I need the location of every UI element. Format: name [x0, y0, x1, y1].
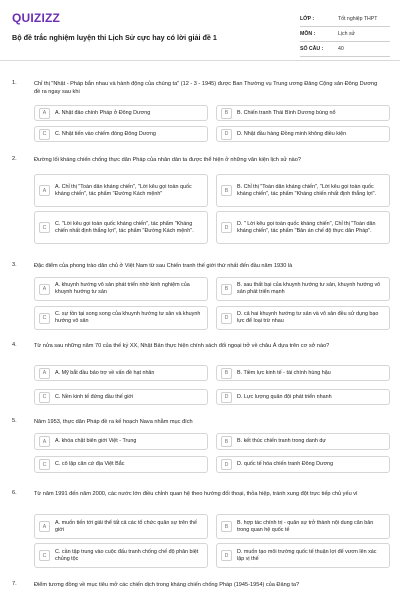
- question-text: Chỉ thị "Nhật - Pháp bắn nhau và hành động của chúng ta" (12 - 3 - 1945) được Ban Thường vụ Trung ương Đảng Cộng sản Đông Dương đề ra ngay sau khi: [34, 81, 378, 95]
- question-5: [12, 418, 390, 480]
- option-text: B. hợp tác chính trị - quân sự trở thành nội dung căn bản trong quan hệ quốc tế: [237, 519, 374, 533]
- option-text: A. Chỉ thị "Toàn dân kháng chiến", "Lời kêu gọi toàn quốc kháng chiến", tác phẩm "Đường Kách mệnh": [55, 183, 192, 197]
- option-text: D. " Lời kêu gọi toàn quốc kháng chiến", Chỉ thị "Toàn dân kháng chiến", tác phẩm "Bản án chế độ thực dân Pháp".: [237, 220, 376, 234]
- option-a[interactable]: [34, 514, 208, 539]
- option-text: D. Lực lượng quân đội phát triển nhanh: [237, 393, 332, 400]
- option-letter: A: [39, 284, 50, 295]
- meta-row-subject: [300, 27, 390, 42]
- option-text: C. "Lời kêu gọi toàn quốc kháng chiến", tác phẩm "Kháng chiến nhất định thắng lợi", tác phẩm "Đường Kách mệnh".: [55, 220, 194, 234]
- option-letter: D: [221, 392, 232, 403]
- option-text: D. Nhật đầu hàng Đồng minh không điều kiện: [237, 130, 347, 137]
- option-c[interactable]: [34, 211, 208, 244]
- option-c[interactable]: [34, 126, 208, 142]
- question-number: 4.: [12, 342, 17, 348]
- option-letter: D: [221, 313, 232, 324]
- option-b[interactable]: [216, 105, 390, 121]
- page-title: Bộ đề trắc nghiệm luyện thi Lịch Sử cực hay có lời giải đề 1: [12, 33, 217, 42]
- option-b[interactable]: [216, 514, 390, 539]
- option-d[interactable]: [216, 543, 390, 568]
- option-letter: D: [221, 222, 232, 233]
- option-text: C. sự tồn tại song song của khuynh hướng tư sản và khuynh hướng vô sản: [55, 311, 201, 324]
- meta-value: Tốt nghiệp THPT: [338, 16, 378, 22]
- option-a[interactable]: [34, 277, 208, 301]
- option-a[interactable]: [34, 433, 208, 450]
- meta-value: 40: [338, 46, 344, 52]
- option-c[interactable]: [34, 306, 208, 330]
- option-text: B. Tiềm lực kinh tế - tài chính hùng hậu: [237, 369, 331, 376]
- question-number: 1.: [12, 80, 17, 86]
- option-letter: B: [221, 368, 232, 379]
- option-b[interactable]: [216, 433, 390, 450]
- question-4: [12, 342, 390, 410]
- option-text: C. Nhật tiến vào chiếm đóng Đông Dương: [55, 130, 156, 137]
- option-letter: A: [39, 368, 50, 379]
- option-letter: B: [221, 436, 232, 447]
- option-text: D. cả hai khuynh hướng tư sản và vô sản đều sử dụng bạo lực để loại trừ nhau: [237, 311, 379, 324]
- worksheet-meta: [300, 12, 390, 57]
- meta-value: Lịch sử: [338, 31, 356, 37]
- header-divider: [0, 60, 400, 61]
- option-text: A. muốn tiến tới giải thể tất cả các tổ chức quân sự trên thế giới: [55, 519, 197, 533]
- option-text: A. khuynh hướng vô sản phát triển nhờ kinh nghiệm của khuynh hướng tư sản: [55, 282, 190, 295]
- option-letter: B: [221, 108, 232, 119]
- option-d[interactable]: [216, 126, 390, 142]
- quizizz-logo[interactable]: QUIZIZZ: [12, 11, 61, 25]
- option-letter: B: [221, 521, 232, 532]
- option-text: A. Nhật đảo chính Pháp ở Đông Dương: [55, 109, 151, 116]
- option-b[interactable]: [216, 365, 390, 381]
- option-text: D. quốc tế hóa chiến tranh Đông Dương: [237, 461, 334, 467]
- question-text: Điểm tương đồng về mục tiêu mở các chiến dịch trong kháng chiến chống Pháp (1945-1954) của Đảng ta?: [34, 582, 300, 588]
- question-text: Từ nửa sau những năm 70 của thế kỷ XX, Nhật Bản thực hiện chính sách đối ngoại trở về châu Á dựa trên cơ sở nào?: [34, 343, 330, 349]
- option-text: B. sau thất bại của khuynh hướng tư sản, khuynh hướng vô sản phát triển mạnh: [237, 282, 381, 295]
- meta-key: SỐ CÂU :: [300, 46, 324, 52]
- option-b[interactable]: [216, 174, 390, 207]
- question-text: Đặc điểm của phong trào dân chủ ở Việt Nam từ sau Chiến tranh thế giới thứ nhất đến đầu năm 1930 là: [34, 263, 293, 269]
- option-text: A. khóa chặt biên giới Việt - Trung: [55, 438, 137, 444]
- option-text: B. kết thúc chiến tranh trong danh dự: [237, 438, 327, 444]
- option-letter: D: [221, 459, 232, 470]
- option-text: B. Chỉ thị "Toàn dân kháng chiến", "Lời kêu gọi toàn quốc kháng chiến", tác phẩm "Kháng chiến nhất định thắng lợi".: [237, 183, 377, 197]
- meta-row-count: [300, 42, 390, 57]
- question-1: [12, 80, 390, 146]
- question-text: Từ năm 1991 đến năm 2000, các nước lớn điều chỉnh quan hệ theo hướng đối thoại, thỏa hiệp, tránh xung đột trực tiếp chủ yếu vì: [34, 491, 358, 497]
- option-a[interactable]: [34, 174, 208, 207]
- option-letter: C: [39, 313, 50, 324]
- question-number: 7.: [12, 581, 17, 587]
- question-number: 6.: [12, 490, 17, 496]
- option-a[interactable]: [34, 365, 208, 381]
- option-letter: B: [221, 185, 232, 196]
- option-letter: C: [39, 550, 50, 561]
- question-6: [12, 490, 390, 570]
- option-letter: A: [39, 185, 50, 196]
- option-text: A. Mỹ bắt đầu bảo trợ về vấn đề hạt nhân: [55, 369, 155, 376]
- question-text: Năm 1953, thực dân Pháp đề ra kế hoạch Nava nhằm mục đích: [34, 419, 193, 425]
- question-number: 5.: [12, 418, 17, 424]
- meta-key: MÔN :: [300, 31, 316, 37]
- option-letter: C: [39, 459, 50, 470]
- option-letter: C: [39, 129, 50, 140]
- option-text: C. Nền kinh tế đứng đầu thế giới: [55, 393, 134, 400]
- option-a[interactable]: [34, 105, 208, 121]
- option-letter: A: [39, 436, 50, 447]
- question-7: [12, 581, 390, 595]
- question-number: 3.: [12, 262, 17, 268]
- meta-row-class: [300, 12, 390, 27]
- option-text: B. Chiến tranh Thái Bình Dương bùng nổ: [237, 109, 336, 116]
- meta-key: LỚP :: [300, 16, 315, 22]
- option-letter: B: [221, 284, 232, 295]
- option-text: C. cô lập căn cứ địa Việt Bắc: [55, 461, 125, 467]
- option-c[interactable]: [34, 456, 208, 473]
- option-b[interactable]: [216, 277, 390, 301]
- option-d[interactable]: [216, 211, 390, 244]
- question-text: Đường lối kháng chiến chống thực dân Pháp của nhân dân ta được thể hiện ở những văn kiện lịch sử nào?: [34, 157, 302, 163]
- option-letter: A: [39, 521, 50, 532]
- option-text: D. muốn tạo môi trường quốc tế thuận lợi để vươn lên xác lập vị thế: [237, 548, 377, 562]
- option-d[interactable]: [216, 389, 390, 405]
- option-d[interactable]: [216, 456, 390, 473]
- option-d[interactable]: [216, 306, 390, 330]
- option-letter: C: [39, 392, 50, 403]
- question-2: [12, 156, 390, 252]
- option-c[interactable]: [34, 543, 208, 568]
- question-number: 2.: [12, 156, 17, 162]
- option-text: C. cần tập trung vào cuộc đấu tranh chống chế độ phân biệt chủng tộc: [55, 548, 199, 562]
- option-letter: D: [221, 550, 232, 561]
- option-letter: A: [39, 108, 50, 119]
- question-3: [12, 262, 390, 336]
- option-letter: C: [39, 222, 50, 233]
- option-c[interactable]: [34, 389, 208, 405]
- option-letter: D: [221, 129, 232, 140]
